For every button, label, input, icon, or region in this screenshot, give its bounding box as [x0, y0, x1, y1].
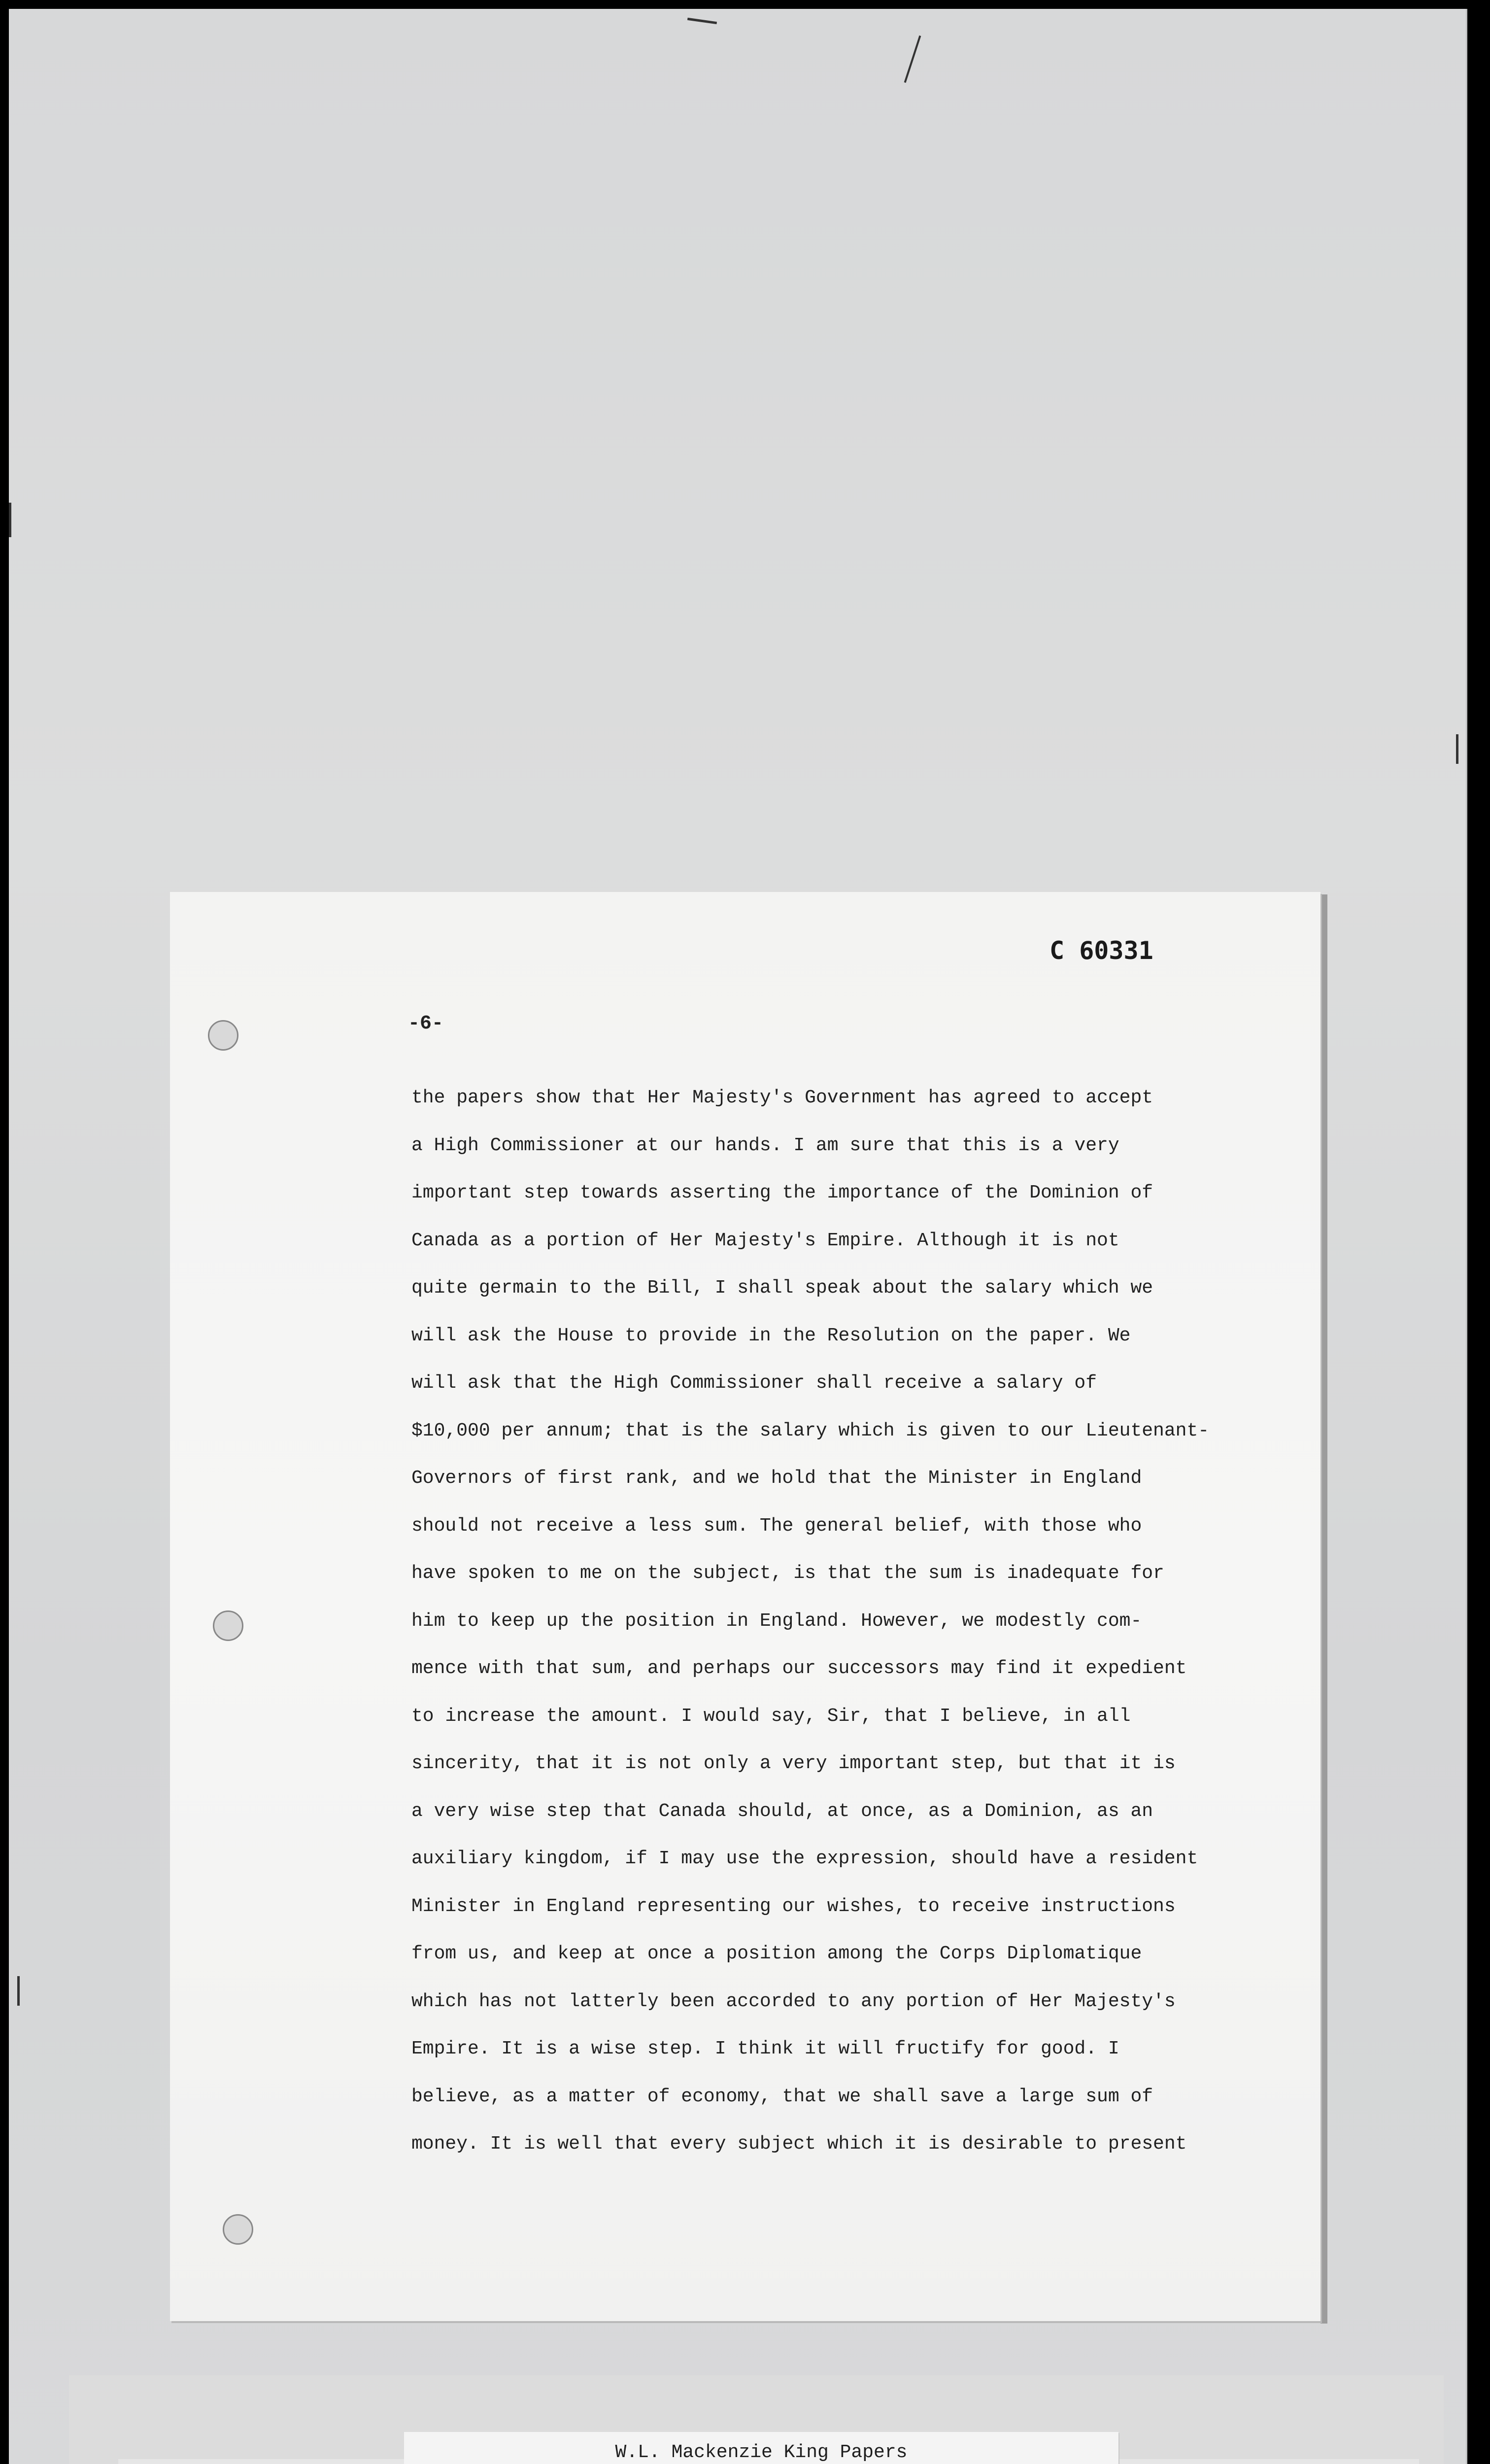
text-line: have spoken to me on the subject, is that the sum is inadequate for [411, 1563, 1164, 1584]
text-line: $10,000 per annum; that is the salary which is given to our Lieutenant- [411, 1420, 1210, 1441]
scratch-mark [17, 1976, 20, 2006]
text-line: will ask the House to provide in the Resolution on the paper. We [411, 1325, 1131, 1346]
text-line: Canada as a portion of Her Majesty's Empire. Although it is not [411, 1230, 1119, 1251]
scratch-mark [9, 503, 11, 537]
collection-label [404, 2432, 1118, 2464]
text-line: a very wise step that Canada should, at once, as a Dominion, as an [411, 1800, 1153, 1822]
text-line: believe, as a matter of economy, that we shall save a large sum of [411, 2086, 1153, 2107]
text-line: auxiliary kingdom, if I may use the expression, should have a resident [411, 1848, 1198, 1869]
text-line: from us, and keep at once a position among the Corps Diplomatique [411, 1943, 1142, 1964]
punch-hole [213, 1610, 243, 1641]
scratch-mark [1456, 734, 1458, 764]
text-line: him to keep up the position in England. However, we modestly com- [411, 1610, 1142, 1632]
text-line: important step towards asserting the importance of the Dominion of [411, 1182, 1153, 1203]
text-line: which has not latterly been accorded to any portion of Her Majesty's [411, 1990, 1176, 2012]
collection-name: W.L. Mackenzie King Papers [615, 2442, 908, 2463]
page-number: -6- [408, 1013, 444, 1035]
text-line: money. It is well that every subject which it is desirable to present [411, 2133, 1187, 2155]
text-line: Empire. It is a wise step. I think it will fructify for good. I [411, 2038, 1119, 2059]
text-line: to increase the amount. I would say, Sir, that I believe, in all [411, 1705, 1131, 1727]
text-line: mence with that sum, and perhaps our successors may find it expedient [411, 1658, 1187, 1679]
text-line: Governors of first rank, and we hold that the Minister in England [411, 1468, 1142, 1489]
speech-transcript [411, 1074, 1288, 2168]
text-line: will ask that the High Commissioner shall receive a salary of [411, 1372, 1097, 1394]
text-line: should not receive a less sum. The general belief, with those who [411, 1515, 1142, 1537]
page-shadow [1321, 894, 1327, 2324]
text-line: Minister in England representing our wishes, to receive instructions [411, 1895, 1176, 1917]
backing-edge [1466, 9, 1467, 2464]
document-reference-number: C 60331 [1050, 936, 1153, 965]
text-line: sincerity, that it is not only a very important step, but that it is [411, 1753, 1176, 1774]
text-line: a High Commissioner at our hands. I am sure that this is a very [411, 1134, 1119, 1156]
text-line: the papers show that Her Majesty's Government has agreed to accept [411, 1087, 1153, 1108]
punch-hole [223, 2214, 253, 2245]
text-line: quite germain to the Bill, I shall speak about the salary which we [411, 1277, 1153, 1299]
punch-hole [208, 1020, 238, 1051]
